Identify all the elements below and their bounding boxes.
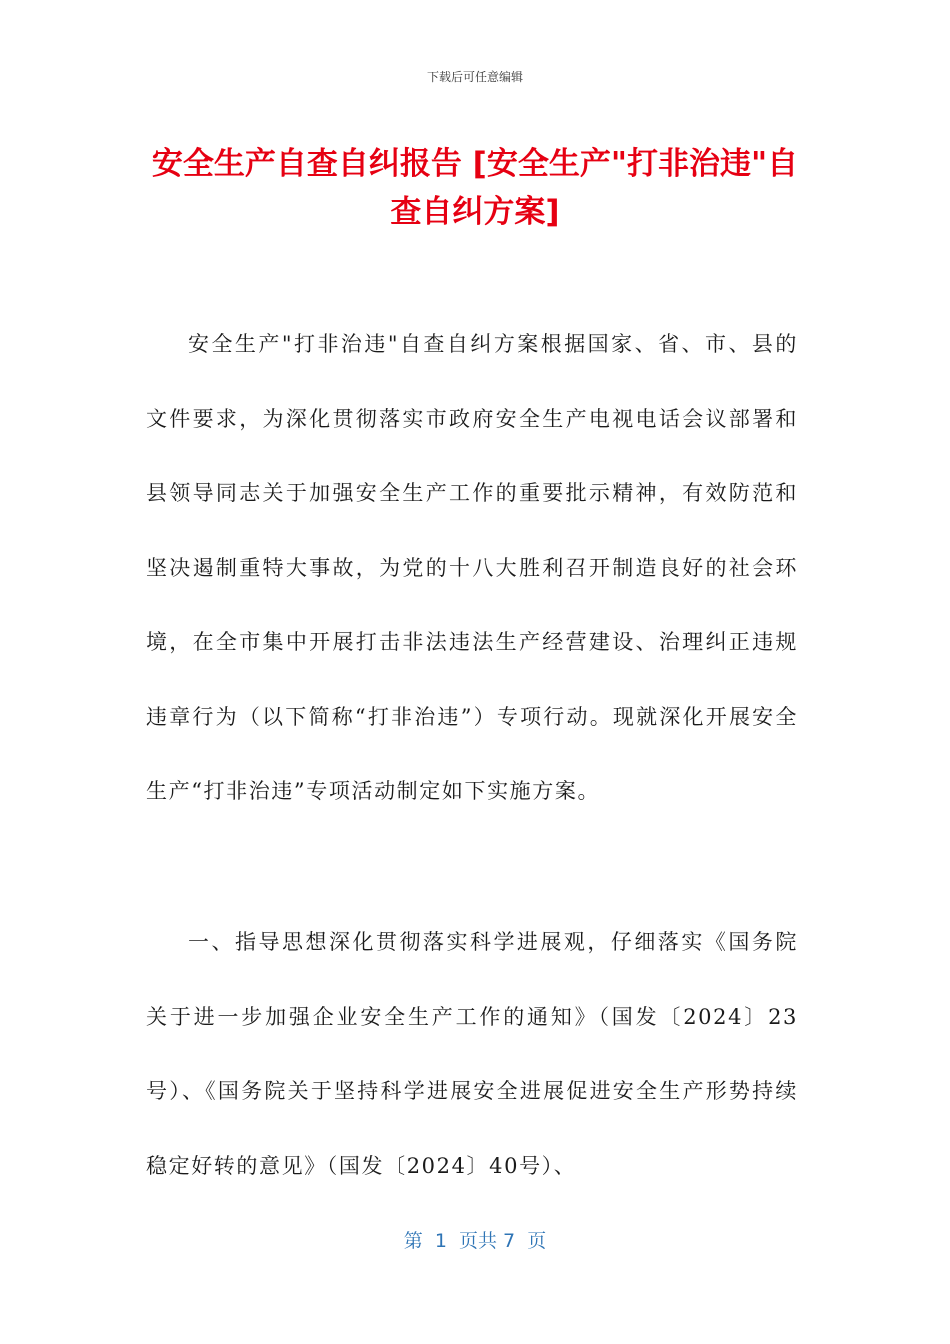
header-note: 下载后可任意编辑 [426,70,523,84]
paragraph-intro: 安全生产"打非治违"自查自纠方案根据国家、省、市、县的文件要求，为深化贯彻落实市政府安全生产电视电话会议部署和县领导同志关于加强安全生产工作的重要批示精神，有效防范和坚决遏制重特大事故，为党的十八大胜利召开制造良好的社会环境，在全市集中开展打击非法违法生产经营建设、治理纠正违规违章行为（以下简称“打非治违”）专项行动。现就深化开展安全生产“打非治违”专项活动制定如下实施方案。 [146,332,798,803]
paragraph-guiding-ideology: 一、指导思想深化贯彻落实科学进展观，仔细落实《国务院关于进一步加强企业安全生产工作的通知》（国发〔2024〕23号）、《国务院关于坚持科学进展安全进展促进安全生产形势持续稳定好转的意见》（国发〔2024〕40号）、 [146,930,798,1178]
document-title: 安全生产自查自纠报告 [安全生产"打非治违"自查自纠方案] [151,146,799,230]
page-number-footer: 第 1 页共 7 页 [403,1230,547,1252]
